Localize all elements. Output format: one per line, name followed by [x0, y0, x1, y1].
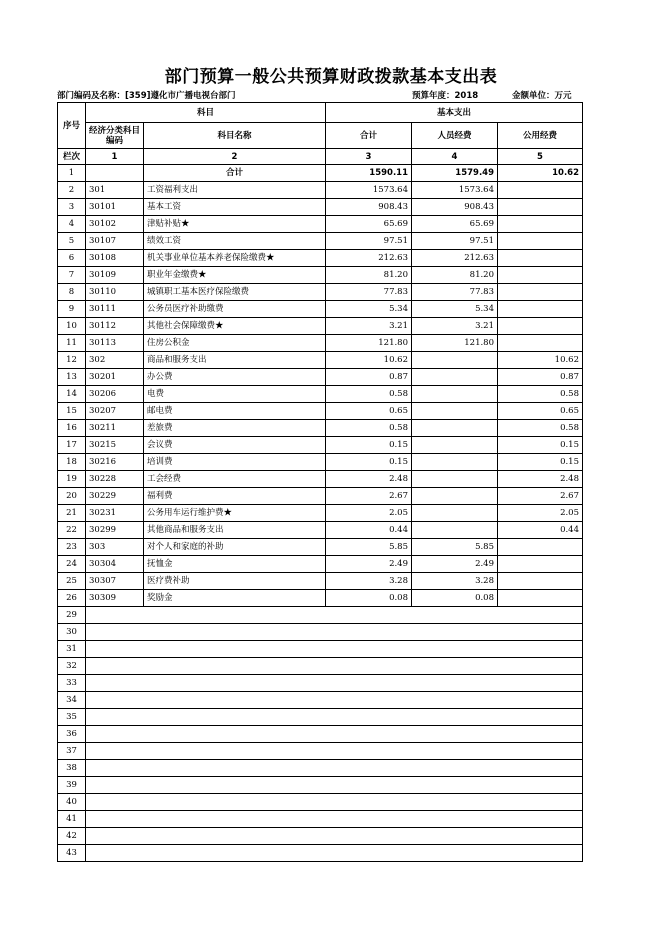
- row-code: 30206: [86, 386, 144, 403]
- table-row: [58, 301, 583, 318]
- row-public: 0.15: [498, 454, 583, 471]
- row-name: 会议费: [144, 437, 326, 454]
- row-seq: 43: [58, 845, 86, 862]
- row-personnel: 1579.49: [412, 165, 498, 182]
- row-seq: 12: [58, 352, 86, 369]
- row-total: 1573.64: [326, 182, 412, 199]
- column-index-3: 3: [326, 149, 412, 165]
- row-filler: [86, 726, 583, 743]
- row-total: 5.34: [326, 301, 412, 318]
- empty-row: [58, 607, 583, 624]
- row-seq: 20: [58, 488, 86, 505]
- row-code: 30109: [86, 267, 144, 284]
- row-seq: 31: [58, 641, 86, 658]
- row-code: 30201: [86, 369, 144, 386]
- row-total: 0.87: [326, 369, 412, 386]
- row-seq: 41: [58, 811, 86, 828]
- row-seq: 3: [58, 199, 86, 216]
- column-index-4: 4: [412, 149, 498, 165]
- row-personnel: 908.43: [412, 199, 498, 216]
- row-total: 81.20: [326, 267, 412, 284]
- column-index-row: [58, 149, 583, 165]
- table-row: [58, 199, 583, 216]
- row-public: [498, 335, 583, 352]
- empty-row: [58, 624, 583, 641]
- empty-row: [58, 675, 583, 692]
- row-total: 3.21: [326, 318, 412, 335]
- row-code: 303: [86, 539, 144, 556]
- header-seq: 序号: [58, 103, 86, 149]
- row-code: 30215: [86, 437, 144, 454]
- row-public: [498, 216, 583, 233]
- table-row: [58, 539, 583, 556]
- row-name: 城镇职工基本医疗保险缴费: [144, 284, 326, 301]
- header-code: 经济分类科目编码: [86, 123, 144, 149]
- table-row: [58, 522, 583, 539]
- row-seq: 11: [58, 335, 86, 352]
- row-name: 绩效工资: [144, 233, 326, 250]
- row-public: [498, 573, 583, 590]
- total-row: [58, 165, 583, 182]
- row-public: 0.15: [498, 437, 583, 454]
- row-name: 其他社会保障缴费★: [144, 318, 326, 335]
- table-row: [58, 250, 583, 267]
- empty-row: [58, 811, 583, 828]
- row-seq: 21: [58, 505, 86, 522]
- row-filler: [86, 828, 583, 845]
- row-total: 2.05: [326, 505, 412, 522]
- row-seq: 42: [58, 828, 86, 845]
- row-total: 65.69: [326, 216, 412, 233]
- row-name: 机关事业单位基本养老保险缴费★: [144, 250, 326, 267]
- row-personnel: 65.69: [412, 216, 498, 233]
- row-filler: [86, 658, 583, 675]
- row-seq: 16: [58, 420, 86, 437]
- empty-row: [58, 641, 583, 658]
- table-row: [58, 318, 583, 335]
- row-name: 其他商品和服务支出: [144, 522, 326, 539]
- row-filler: [86, 845, 583, 862]
- table-row: [58, 454, 583, 471]
- row-seq: 22: [58, 522, 86, 539]
- row-personnel: [412, 454, 498, 471]
- row-personnel: 5.34: [412, 301, 498, 318]
- row-code: 30228: [86, 471, 144, 488]
- row-public: [498, 199, 583, 216]
- row-total: 97.51: [326, 233, 412, 250]
- row-name: 邮电费: [144, 403, 326, 420]
- row-personnel: [412, 522, 498, 539]
- row-public: [498, 590, 583, 607]
- table-row: [58, 488, 583, 505]
- row-code: [86, 165, 144, 182]
- row-public: [498, 539, 583, 556]
- row-name: 奖励金: [144, 590, 326, 607]
- row-name: 抚恤金: [144, 556, 326, 573]
- table-row: [58, 403, 583, 420]
- row-code: 30207: [86, 403, 144, 420]
- empty-row: [58, 743, 583, 760]
- row-personnel: [412, 386, 498, 403]
- row-name: 电费: [144, 386, 326, 403]
- row-total: 5.85: [326, 539, 412, 556]
- header-personnel: 人员经费: [412, 123, 498, 149]
- row-total: 121.80: [326, 335, 412, 352]
- empty-row: [58, 760, 583, 777]
- row-name: 合计: [144, 165, 326, 182]
- table-row: [58, 505, 583, 522]
- row-public: 0.87: [498, 369, 583, 386]
- table-row: [58, 352, 583, 369]
- row-public: [498, 318, 583, 335]
- row-public: 2.05: [498, 505, 583, 522]
- row-code: 30211: [86, 420, 144, 437]
- row-total: 1590.11: [326, 165, 412, 182]
- table-row: [58, 386, 583, 403]
- row-personnel: 1573.64: [412, 182, 498, 199]
- row-name: 办公费: [144, 369, 326, 386]
- row-code: 301: [86, 182, 144, 199]
- table-row: [58, 420, 583, 437]
- row-seq: 5: [58, 233, 86, 250]
- row-total: 212.63: [326, 250, 412, 267]
- empty-row: [58, 658, 583, 675]
- row-personnel: 3.21: [412, 318, 498, 335]
- row-public: [498, 267, 583, 284]
- row-public: [498, 556, 583, 573]
- table-row: [58, 216, 583, 233]
- row-seq: 25: [58, 573, 86, 590]
- row-personnel: [412, 471, 498, 488]
- row-code: 30111: [86, 301, 144, 318]
- row-name: 津贴补贴★: [144, 216, 326, 233]
- row-filler: [86, 675, 583, 692]
- row-public: 0.58: [498, 386, 583, 403]
- column-index-5: 5: [498, 149, 583, 165]
- row-name: 医疗费补助: [144, 573, 326, 590]
- row-filler: [86, 777, 583, 794]
- row-code: 302: [86, 352, 144, 369]
- row-code: 30299: [86, 522, 144, 539]
- row-name: 对个人和家庭的补助: [144, 539, 326, 556]
- row-filler: [86, 607, 583, 624]
- row-public: [498, 284, 583, 301]
- row-filler: [86, 743, 583, 760]
- row-name: 工会经费: [144, 471, 326, 488]
- row-personnel: 97.51: [412, 233, 498, 250]
- row-total: 0.15: [326, 437, 412, 454]
- row-total: 0.44: [326, 522, 412, 539]
- budget-table: [57, 102, 583, 862]
- row-seq: 29: [58, 607, 86, 624]
- row-total: 908.43: [326, 199, 412, 216]
- row-seq: 18: [58, 454, 86, 471]
- row-total: 0.65: [326, 403, 412, 420]
- row-seq: 37: [58, 743, 86, 760]
- table-row: [58, 573, 583, 590]
- row-total: 77.83: [326, 284, 412, 301]
- row-code: 30102: [86, 216, 144, 233]
- row-total: 3.28: [326, 573, 412, 590]
- row-code: 30309: [86, 590, 144, 607]
- row-personnel: [412, 420, 498, 437]
- row-code: 30101: [86, 199, 144, 216]
- row-filler: [86, 794, 583, 811]
- row-personnel: 121.80: [412, 335, 498, 352]
- column-index-label: 栏次: [58, 149, 86, 165]
- row-code: 30107: [86, 233, 144, 250]
- row-public: 0.58: [498, 420, 583, 437]
- row-personnel: [412, 352, 498, 369]
- row-seq: 13: [58, 369, 86, 386]
- table-row: [58, 335, 583, 352]
- empty-row: [58, 709, 583, 726]
- row-public: 2.48: [498, 471, 583, 488]
- table-row: [58, 267, 583, 284]
- table-row: [58, 284, 583, 301]
- row-total: 2.49: [326, 556, 412, 573]
- row-filler: [86, 709, 583, 726]
- row-name: 公务员医疗补助缴费: [144, 301, 326, 318]
- row-seq: 2: [58, 182, 86, 199]
- row-filler: [86, 641, 583, 658]
- row-personnel: 2.49: [412, 556, 498, 573]
- row-seq: 34: [58, 692, 86, 709]
- header-subject: 科目: [86, 103, 326, 123]
- row-code: 30307: [86, 573, 144, 590]
- row-public: 10.62: [498, 352, 583, 369]
- row-seq: 6: [58, 250, 86, 267]
- row-public: [498, 233, 583, 250]
- row-personnel: [412, 369, 498, 386]
- table-row: [58, 369, 583, 386]
- row-name: 公务用车运行维护费★: [144, 505, 326, 522]
- header-total: 合计: [326, 123, 412, 149]
- table-row: [58, 471, 583, 488]
- row-personnel: 0.08: [412, 590, 498, 607]
- budget-year-label: 预算年度：2018: [412, 91, 479, 101]
- row-seq: 26: [58, 590, 86, 607]
- empty-row: [58, 692, 583, 709]
- row-personnel: 77.83: [412, 284, 498, 301]
- row-seq: 14: [58, 386, 86, 403]
- table-row: [58, 590, 583, 607]
- column-index-2: 2: [144, 149, 326, 165]
- row-personnel: [412, 403, 498, 420]
- header-name: 科目名称: [144, 123, 326, 149]
- row-public: 0.65: [498, 403, 583, 420]
- row-seq: 9: [58, 301, 86, 318]
- row-code: 30110: [86, 284, 144, 301]
- row-seq: 30: [58, 624, 86, 641]
- row-seq: 4: [58, 216, 86, 233]
- row-personnel: [412, 505, 498, 522]
- empty-row: [58, 845, 583, 862]
- table-row: [58, 556, 583, 573]
- table-row: [58, 233, 583, 250]
- row-seq: 24: [58, 556, 86, 573]
- row-name: 职业年金缴费★: [144, 267, 326, 284]
- row-public: [498, 250, 583, 267]
- department-label: 部门编码及名称：[359]遵化市广播电视台部门: [57, 91, 236, 101]
- row-public: [498, 182, 583, 199]
- empty-row: [58, 794, 583, 811]
- row-personnel: 81.20: [412, 267, 498, 284]
- row-seq: 17: [58, 437, 86, 454]
- row-filler: [86, 692, 583, 709]
- row-total: 2.67: [326, 488, 412, 505]
- column-index-1: 1: [86, 149, 144, 165]
- row-code: 30231: [86, 505, 144, 522]
- row-code: 30108: [86, 250, 144, 267]
- header-public: 公用经费: [498, 123, 583, 149]
- row-seq: 38: [58, 760, 86, 777]
- table-row: [58, 182, 583, 199]
- row-personnel: 5.85: [412, 539, 498, 556]
- empty-row: [58, 828, 583, 845]
- row-total: 2.48: [326, 471, 412, 488]
- row-seq: 36: [58, 726, 86, 743]
- row-filler: [86, 624, 583, 641]
- empty-row: [58, 777, 583, 794]
- row-seq: 10: [58, 318, 86, 335]
- header-row-1: [58, 103, 583, 123]
- row-seq: 33: [58, 675, 86, 692]
- row-seq: 35: [58, 709, 86, 726]
- header-row-2: [58, 123, 583, 149]
- row-seq: 8: [58, 284, 86, 301]
- header-basic-expenditure: 基本支出: [326, 103, 583, 123]
- row-total: 0.08: [326, 590, 412, 607]
- row-name: 福利费: [144, 488, 326, 505]
- row-name: 培训费: [144, 454, 326, 471]
- row-total: 10.62: [326, 352, 412, 369]
- row-code: 30216: [86, 454, 144, 471]
- row-name: 住房公积金: [144, 335, 326, 352]
- row-public: 0.44: [498, 522, 583, 539]
- row-public: 2.67: [498, 488, 583, 505]
- row-personnel: [412, 437, 498, 454]
- row-name: 差旅费: [144, 420, 326, 437]
- row-personnel: 212.63: [412, 250, 498, 267]
- row-filler: [86, 760, 583, 777]
- row-filler: [86, 811, 583, 828]
- row-seq: 7: [58, 267, 86, 284]
- row-seq: 1: [58, 165, 86, 182]
- row-code: 30113: [86, 335, 144, 352]
- row-seq: 23: [58, 539, 86, 556]
- empty-row: [58, 726, 583, 743]
- row-seq: 40: [58, 794, 86, 811]
- row-name: 基本工资: [144, 199, 326, 216]
- amount-unit-label: 金额单位：万元: [512, 91, 572, 101]
- row-seq: 19: [58, 471, 86, 488]
- page-title: 部门预算一般公共预算财政拨款基本支出表: [164, 67, 498, 87]
- row-total: 0.58: [326, 386, 412, 403]
- row-seq: 15: [58, 403, 86, 420]
- row-personnel: [412, 488, 498, 505]
- row-code: 30112: [86, 318, 144, 335]
- row-seq: 39: [58, 777, 86, 794]
- row-name: 工资福利支出: [144, 182, 326, 199]
- row-code: 30229: [86, 488, 144, 505]
- row-code: 30304: [86, 556, 144, 573]
- row-total: 0.58: [326, 420, 412, 437]
- row-seq: 32: [58, 658, 86, 675]
- row-total: 0.15: [326, 454, 412, 471]
- row-personnel: 3.28: [412, 573, 498, 590]
- row-public: [498, 301, 583, 318]
- row-public: 10.62: [498, 165, 583, 182]
- table-row: [58, 437, 583, 454]
- row-name: 商品和服务支出: [144, 352, 326, 369]
